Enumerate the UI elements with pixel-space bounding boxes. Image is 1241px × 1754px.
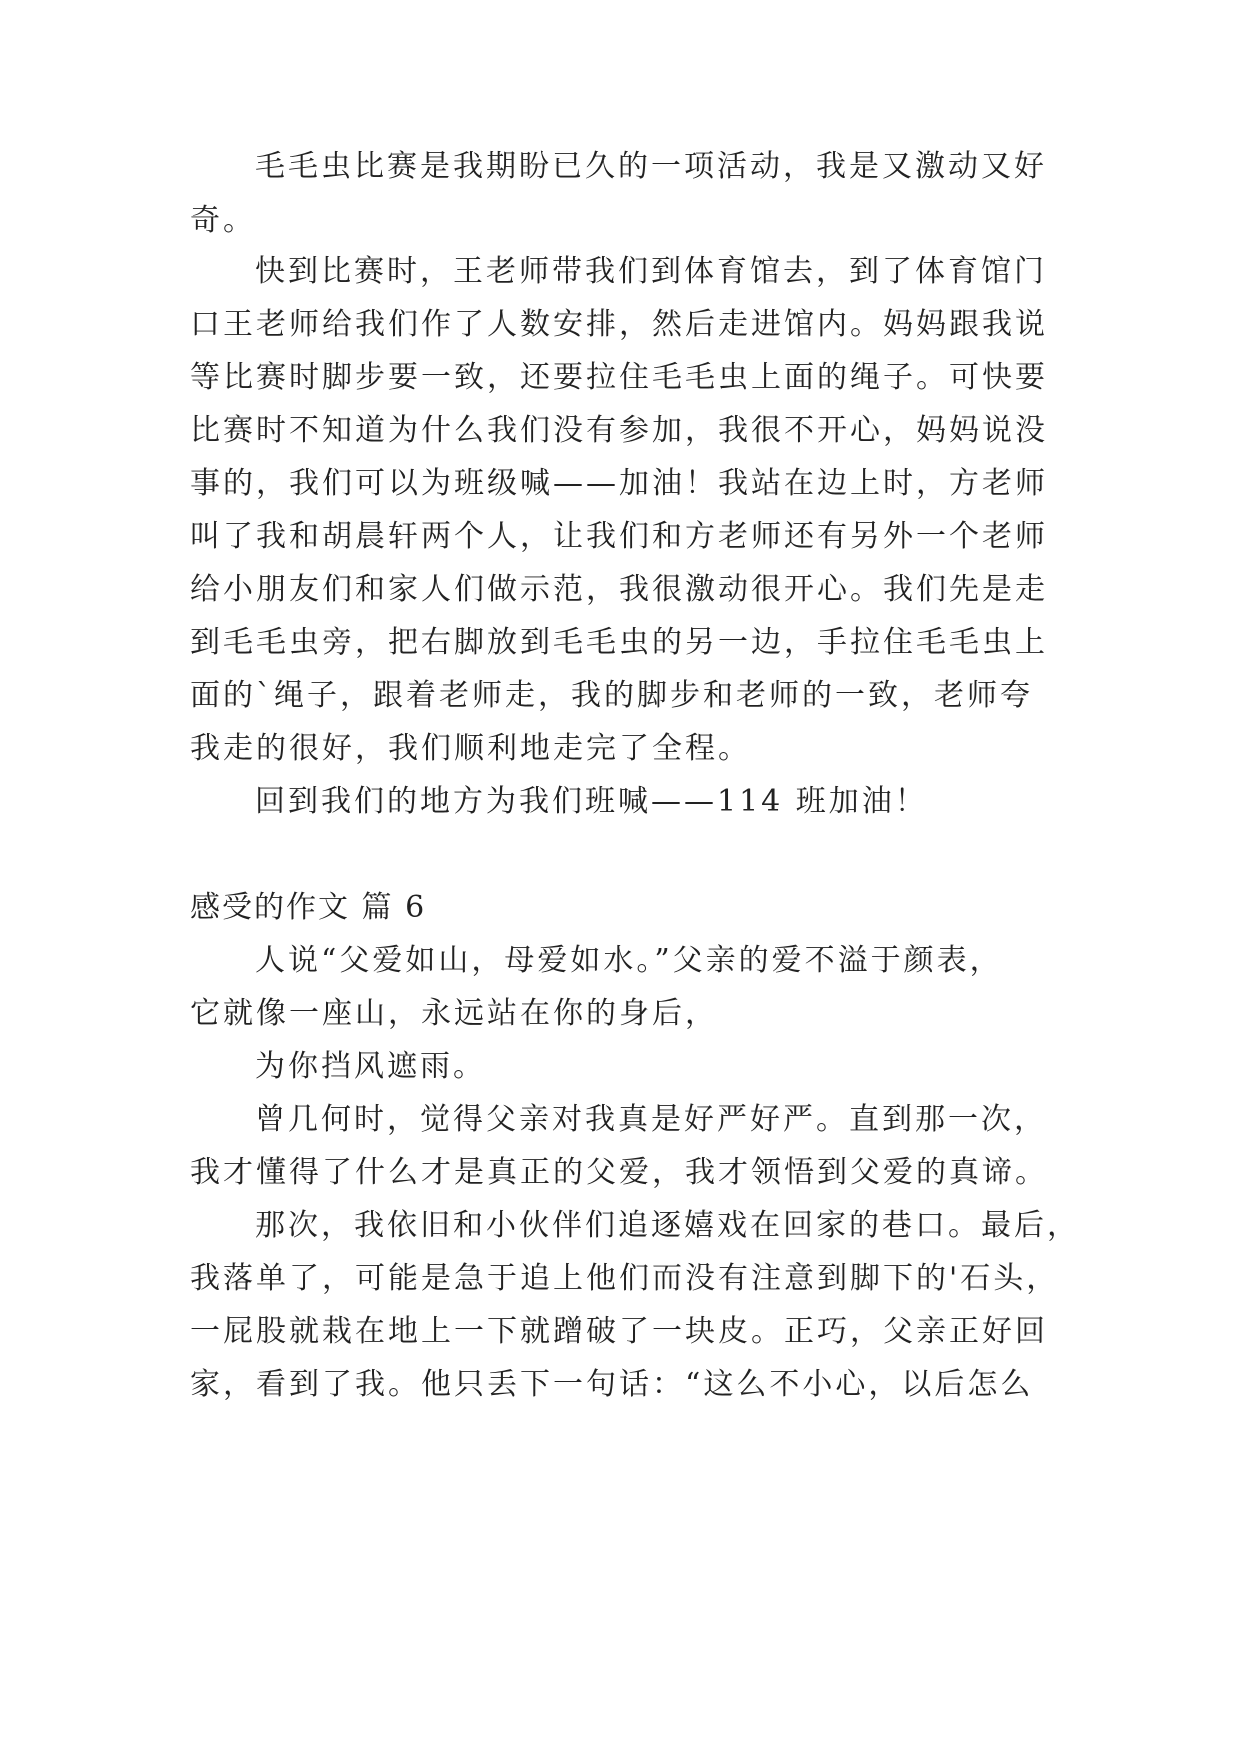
paragraph-line: 事的，我们可以为班级喊——加油！我站在边上时，方老师	[190, 466, 1048, 501]
paragraph-line: 家，看到了我。他只丢下一句话：“这么不小心，以后怎么	[190, 1367, 1034, 1402]
paragraph-line: 口王老师给我们作了人数安排，然后走进馆内。妈妈跟我说	[190, 307, 1048, 342]
paragraph-line: 那次，我依旧和小伙伴们追逐嬉戏在回家的巷口。最后，	[255, 1208, 1080, 1243]
paragraph-line: 给小朋友们和家人们做示范，我很激动很开心。我们先是走	[190, 572, 1048, 607]
paragraph-line: 我走的很好，我们顺利地走完了全程。	[190, 731, 751, 766]
section-heading: 感受的作文 篇 6	[190, 890, 427, 925]
paragraph-line: 奇。	[190, 203, 256, 238]
paragraph-line: 叫了我和胡晨轩两个人，让我们和方老师还有另外一个老师	[190, 519, 1048, 554]
paragraph-line: 我落单了，可能是急于追上他们而没有注意到脚下的'石头，	[190, 1261, 1060, 1296]
paragraph-line: 面的`绳子，跟着老师走，我的脚步和老师的一致，老师夸	[190, 678, 1033, 713]
paragraph-line: 快到比赛时，王老师带我们到体育馆去，到了体育馆门	[255, 254, 1047, 289]
paragraph-line: 等比赛时脚步要一致，还要拉住毛毛虫上面的绳子。可快要	[190, 360, 1048, 395]
paragraph-line: 人说“父爱如山，母爱如水。”父亲的爱不溢于颜表，	[255, 943, 1003, 978]
paragraph-line: 它就像一座山，永远站在你的身后，	[190, 996, 718, 1031]
paragraph-line: 回到我们的地方为我们班喊——114 班加油！	[255, 784, 928, 819]
paragraph-line: 我才懂得了什么才是真正的父爱，我才领悟到父爱的真谛。	[190, 1155, 1048, 1190]
paragraph-line: 到毛毛虫旁，把右脚放到毛毛虫的另一边，手拉住毛毛虫上	[190, 625, 1048, 660]
paragraph-line: 毛毛虫比赛是我期盼已久的一项活动，我是又激动又好	[255, 149, 1047, 184]
paragraph-line: 曾几何时，觉得父亲对我真是好严好严。直到那一次，	[255, 1102, 1047, 1137]
paragraph-line: 一屁股就栽在地上一下就蹭破了一块皮。正巧，父亲正好回	[190, 1314, 1048, 1349]
paragraph-line: 为你挡风遮雨。	[255, 1049, 486, 1084]
paragraph-line: 比赛时不知道为什么我们没有参加，我很不开心，妈妈说没	[190, 413, 1048, 448]
